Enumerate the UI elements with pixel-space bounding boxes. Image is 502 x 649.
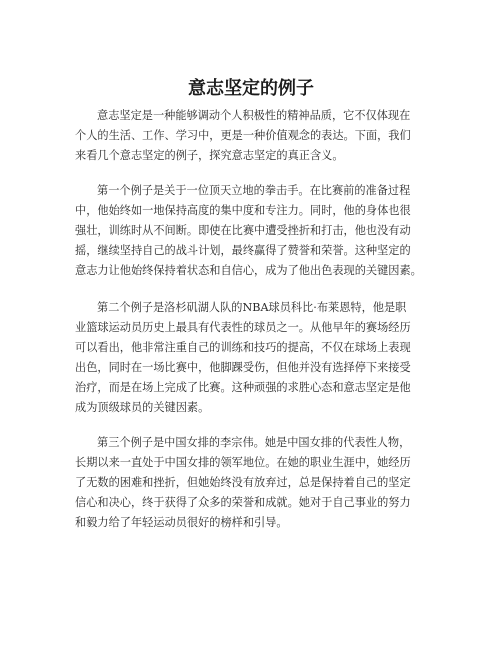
paragraph-2-line-2: 中，他始终如一地保持高度的集中度和专注力。同时，他的身体也很 xyxy=(75,204,411,217)
paragraph-2-line-3: 强壮，训练时从不间断。即使在比赛中遭受挫折和打击，他也没有动 xyxy=(75,224,411,237)
paragraph-4-line-2: 长期以来一直处于中国女排的领军地位。在她的职业生涯中，她经历 xyxy=(75,456,411,469)
paragraph-4-line-1: 第三个例子是中国女排的李宗伟。她是中国女排的代表性人物， xyxy=(97,436,411,449)
paragraph-3-line-6: 成为顶级球员的关键因素。 xyxy=(75,401,210,414)
paragraph-3-line-3: 可以看出，他非常注重自己的训练和技巧的提高，不仅在球场上表现 xyxy=(75,341,411,354)
document-title: 意志坚定的例子 xyxy=(188,78,314,99)
paragraph-1-line-2: 个人的生活、工作、学习中，更是一种价值观念的表达。下面，我们 xyxy=(75,129,411,142)
paragraph-3-line-1: 第二个例子是洛杉矶湖人队的NBA球员科比·布莱恩特，他是职 xyxy=(97,301,407,314)
paragraph-3-line-4: 出色，同时在一场比赛中，他脚踝受伤，但他并没有选择停下来接受 xyxy=(75,361,411,374)
paragraph-2-line-5: 意志力让他始终保持着状态和自信心，成为了他出色表现的关键因素。 xyxy=(75,264,422,277)
paragraph-1-line-3: 来看几个意志坚定的例子，探究意志坚定的真正含义。 xyxy=(75,149,344,162)
paragraph-2-line-4: 摇，继续坚持自己的战斗计划，最终赢得了赞誉和荣誉。这种坚定的 xyxy=(75,244,411,257)
paragraph-4-line-4: 信心和决心，终于获得了众多的荣誉和成就。她对于自己事业的努力 xyxy=(75,496,411,509)
paragraph-4-line-5: 和毅力给了年轻运动员很好的榜样和引导。 xyxy=(75,516,288,529)
paragraph-4-line-3: 了无数的困难和挫折，但她始终没有放弃过，总是保持着自己的坚定 xyxy=(75,476,411,489)
paragraph-2-line-1: 第一个例子是关于一位顶天立地的拳击手。在比赛前的准备过程 xyxy=(97,184,411,197)
paragraph-1-line-1: 意志坚定是一种能够调动个人积极性的精神品质，它不仅体现在 xyxy=(97,109,411,122)
paragraph-3-line-5: 治疗，而是在场上完成了比赛。这种顽强的求胜心态和意志坚定是他 xyxy=(75,381,411,394)
paragraph-3-line-2: 业篮球运动员历史上最具有代表性的球员之一。从他早年的赛场经历 xyxy=(75,321,411,334)
